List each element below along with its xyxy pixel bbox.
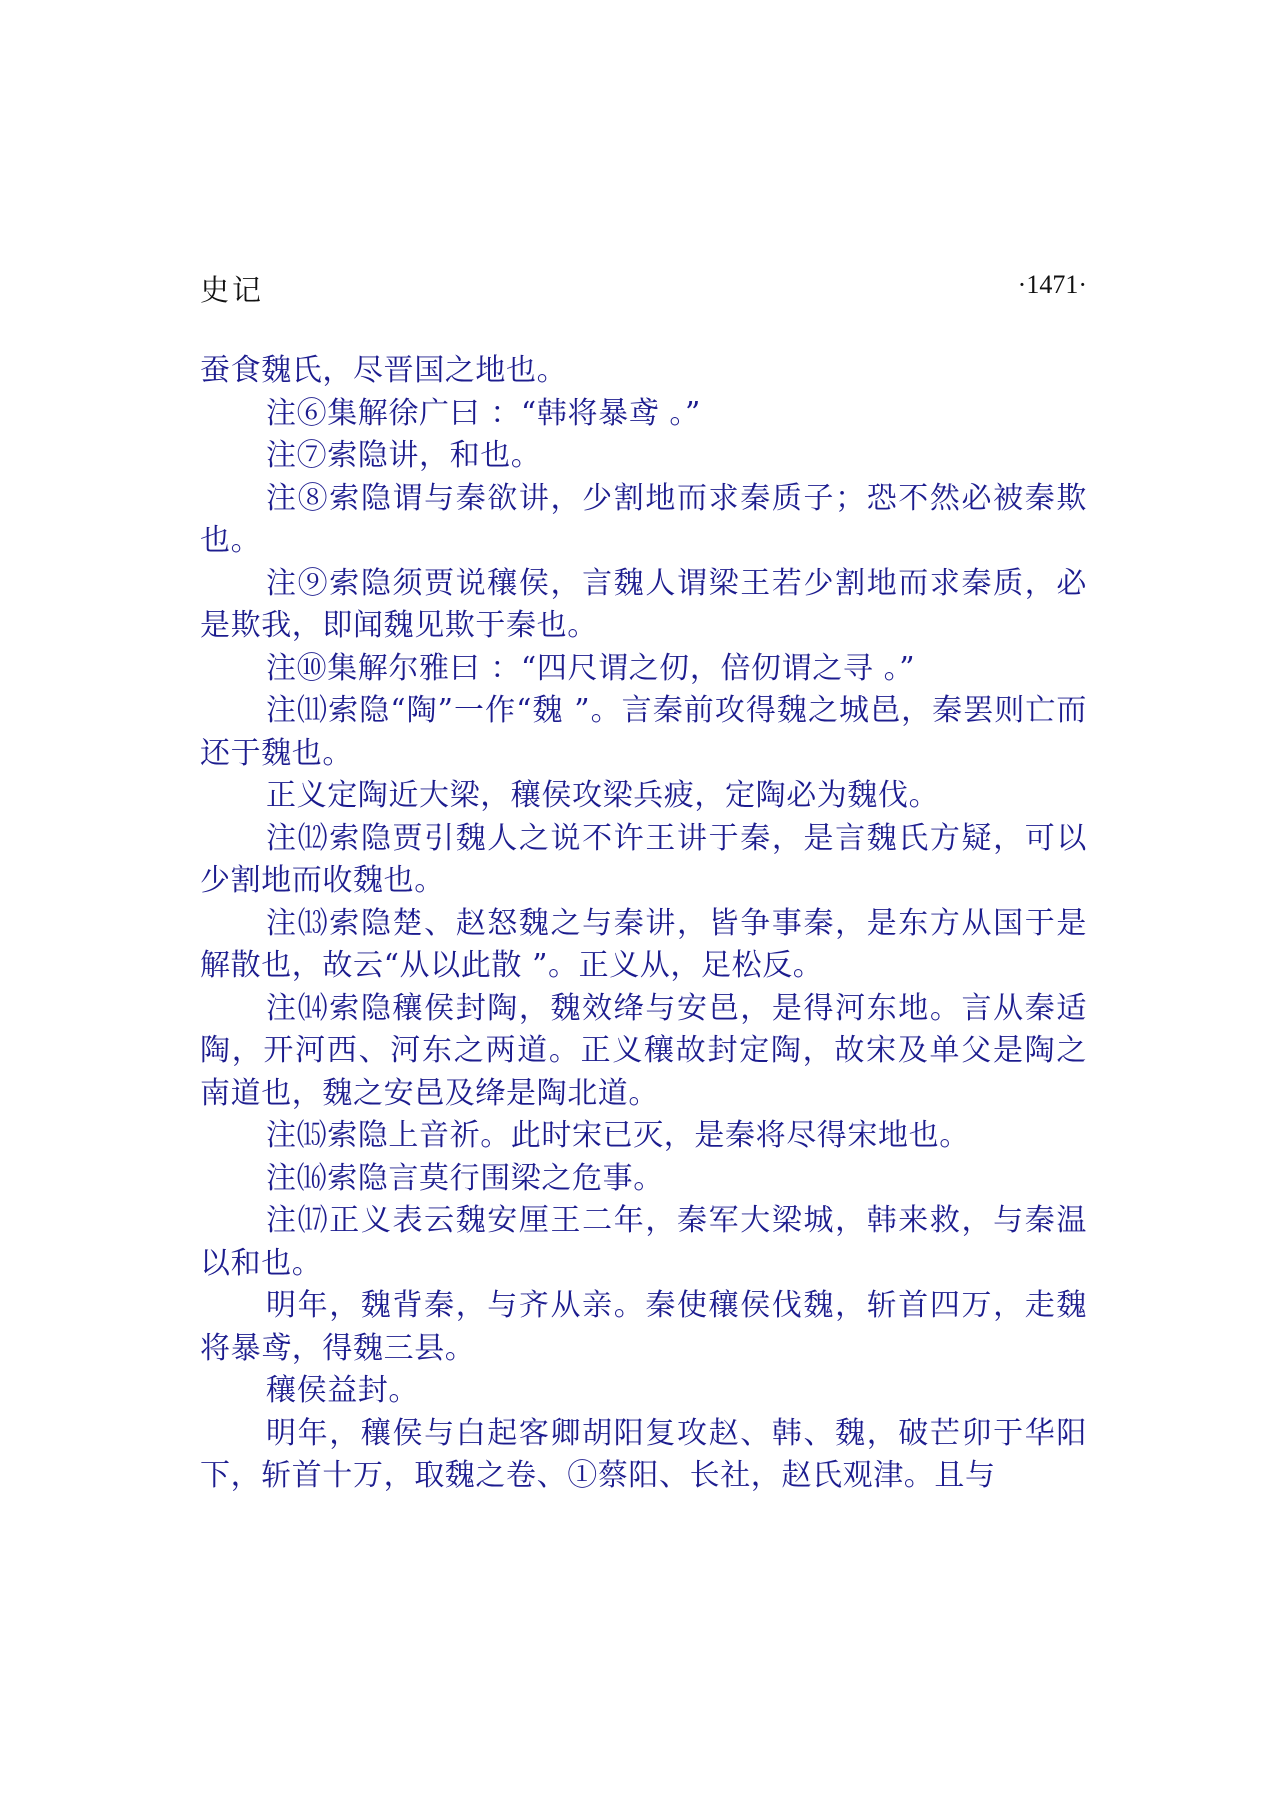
page-number: ·1471·: [1017, 270, 1087, 299]
paragraph: 明年，穰侯与白起客卿胡阳复攻赵、韩、魏，破芒卯于华阳下，斩首十万，取魏之卷、①蔡阳、长社，赵氏观津。且与: [200, 1415, 1087, 1493]
annotation-paragraph: 注⑥集解徐广曰 ：“韩将暴鸢 。”: [266, 395, 701, 431]
annotation-paragraph: 正义定陶近大梁，穰侯攻梁兵疲，定陶必为魏伐。: [266, 778, 940, 813]
paragraph: 明年，魏背秦，与齐从亲。秦使穰侯伐魏，斩首四万，走魏将暴鸢，得魏三县。: [200, 1288, 1087, 1366]
page-header: [200, 268, 1087, 312]
annotation-paragraph: 注⒀索隐楚、赵怒魏之与秦讲，皆争事秦，是东方从国于是解散也，故云“从以此散 ”。正义从，足松反。: [200, 905, 1087, 983]
paragraph: 穰侯益封。: [266, 1373, 419, 1408]
annotation-paragraph: 注⑦索隐讲，和也。: [266, 438, 542, 473]
annotation-paragraph: 注⑨索隐须贾说穰侯，言魏人谓梁王若少割地而求秦质，必是欺我，即闻魏见欺于秦也。: [200, 565, 1087, 643]
annotation-paragraph: 注⒁索隐穰侯封陶，魏效绛与安邑，是得河东地。言从秦适陶，开河西、河东之两道。正义穰故封定陶，故宋及单父是陶之南道也，魏之安邑及绛是陶北道。: [200, 990, 1087, 1111]
annotation-paragraph: 注⑿索隐贾引魏人之说不许王讲于秦，是言魏氏方疑，可以少割地而收魏也。: [200, 820, 1087, 898]
annotation-paragraph: 注⑧索隐谓与秦欲讲，少割地而求秦质子；恐不然必被秦欺也。: [200, 480, 1087, 558]
annotation-paragraph: 注⑩集解尔雅曰 ：“四尺谓之仞，倍仞谓之寻 。”: [266, 650, 916, 686]
body-text: [200, 350, 1087, 1498]
book-title: 史记: [200, 273, 265, 307]
annotation-paragraph: 注⑾索隐“陶”一作“魏 ”。言秦前攻得魏之城邑，秦罢则亡而还于魏也。: [200, 693, 1087, 771]
annotation-paragraph: 注⒃索隐言莫行围梁之危事。: [266, 1160, 664, 1196]
annotation-paragraph: 注⒄正义表云魏安厘王二年，秦军大梁城，韩来救，与秦温以和也。: [200, 1203, 1087, 1281]
annotation-paragraph: 注⒂索隐上音祈。此时宋已灭，是秦将尽得宋地也。: [266, 1118, 970, 1153]
paragraph: 蚕食魏氏，尽晋国之地也。: [200, 353, 568, 388]
